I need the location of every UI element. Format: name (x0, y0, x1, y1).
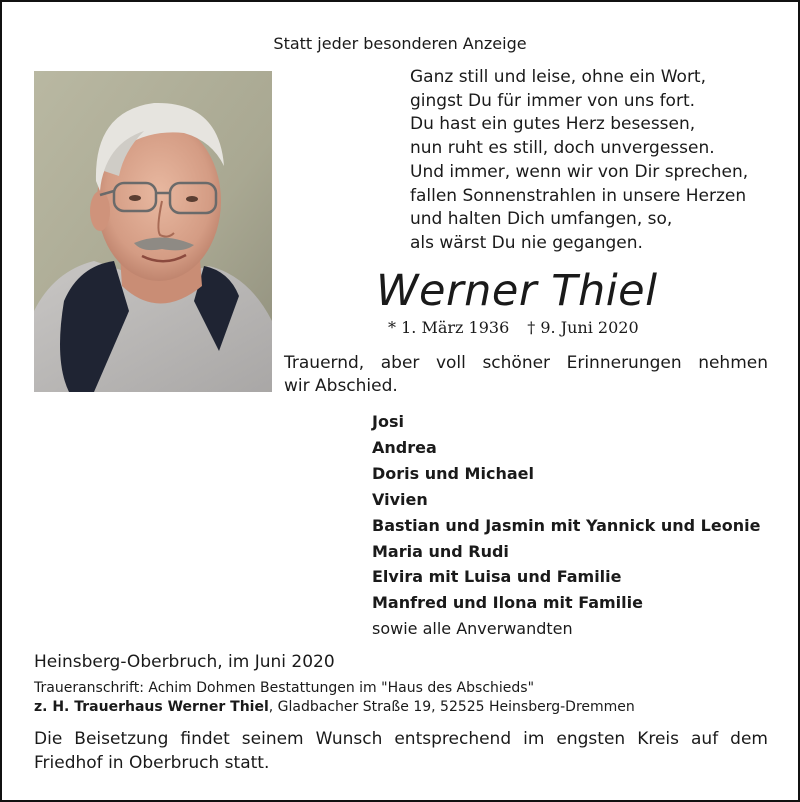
address-recipient: z. H. Trauerhaus Werner Thiel (34, 699, 269, 715)
place-date: Heinsberg-Oberbruch, im Juni 2020 (34, 652, 335, 672)
poem (410, 66, 748, 256)
poem-line: Ganz still und leise, ohne ein Wort, (410, 67, 707, 87)
mourner: Vivien (372, 489, 428, 509)
mourner: Bastian und Jasmin mit Yannick und Leonie (372, 515, 761, 535)
poem-line: Du hast ein gutes Herz besessen, (410, 114, 696, 135)
address-line-2 (34, 699, 635, 715)
burial-line: Die Beisetzung findet seinem Wunsch entsprechend im engsten Kreis auf dem (34, 729, 768, 749)
burial-line: Friedhof in Oberbruch statt. (34, 753, 270, 773)
poem-line: gingst Du für immer von uns fort. (410, 90, 696, 111)
notice-header: Statt jeder besonderen Anzeige (273, 34, 527, 53)
intro-text (284, 352, 768, 398)
mourner: Elvira mit Luisa und Familie (372, 567, 622, 587)
intro-line: Trauernd, aber voll schöner Erinnerungen nehmen (284, 353, 768, 373)
intro-line: wir Abschied. (284, 376, 398, 396)
poem-line: nun ruht es still, doch unvergessen. (410, 138, 715, 159)
mourner: Maria und Rudi (372, 541, 509, 561)
life-dates (388, 318, 639, 337)
poem-line: fallen Sonnenstrahlen in unsere Herzen (410, 185, 747, 206)
mourner: Manfred und Ilona mit Familie (372, 593, 643, 613)
mourner: Josi (372, 412, 404, 431)
address-line-1: Traueranschrift: Achim Dohmen Bestattungen im "Haus des Abschieds" (34, 680, 535, 696)
mourner: Doris und Michael (372, 463, 534, 483)
address-street: , Gladbacher Straße 19, 52525 Heinsberg-Dremmen (268, 699, 635, 715)
burial-notice (34, 727, 768, 775)
death-date: † 9. Juni 2020 (527, 318, 639, 337)
mourners-list (372, 409, 760, 642)
birth-date: * 1. März 1936 (388, 318, 510, 337)
poem-line: als wärst Du nie gegangen. (410, 232, 643, 253)
portrait-photo (34, 71, 272, 392)
relatives-line: sowie alle Anverwandten (372, 619, 573, 639)
mourner: Andrea (372, 437, 437, 457)
deceased-name: Werner Thiel (376, 266, 658, 316)
poem-line: und halten Dich umfangen, so, (410, 209, 673, 230)
poem-line: Und immer, wenn wir von Dir sprechen, (410, 161, 749, 182)
